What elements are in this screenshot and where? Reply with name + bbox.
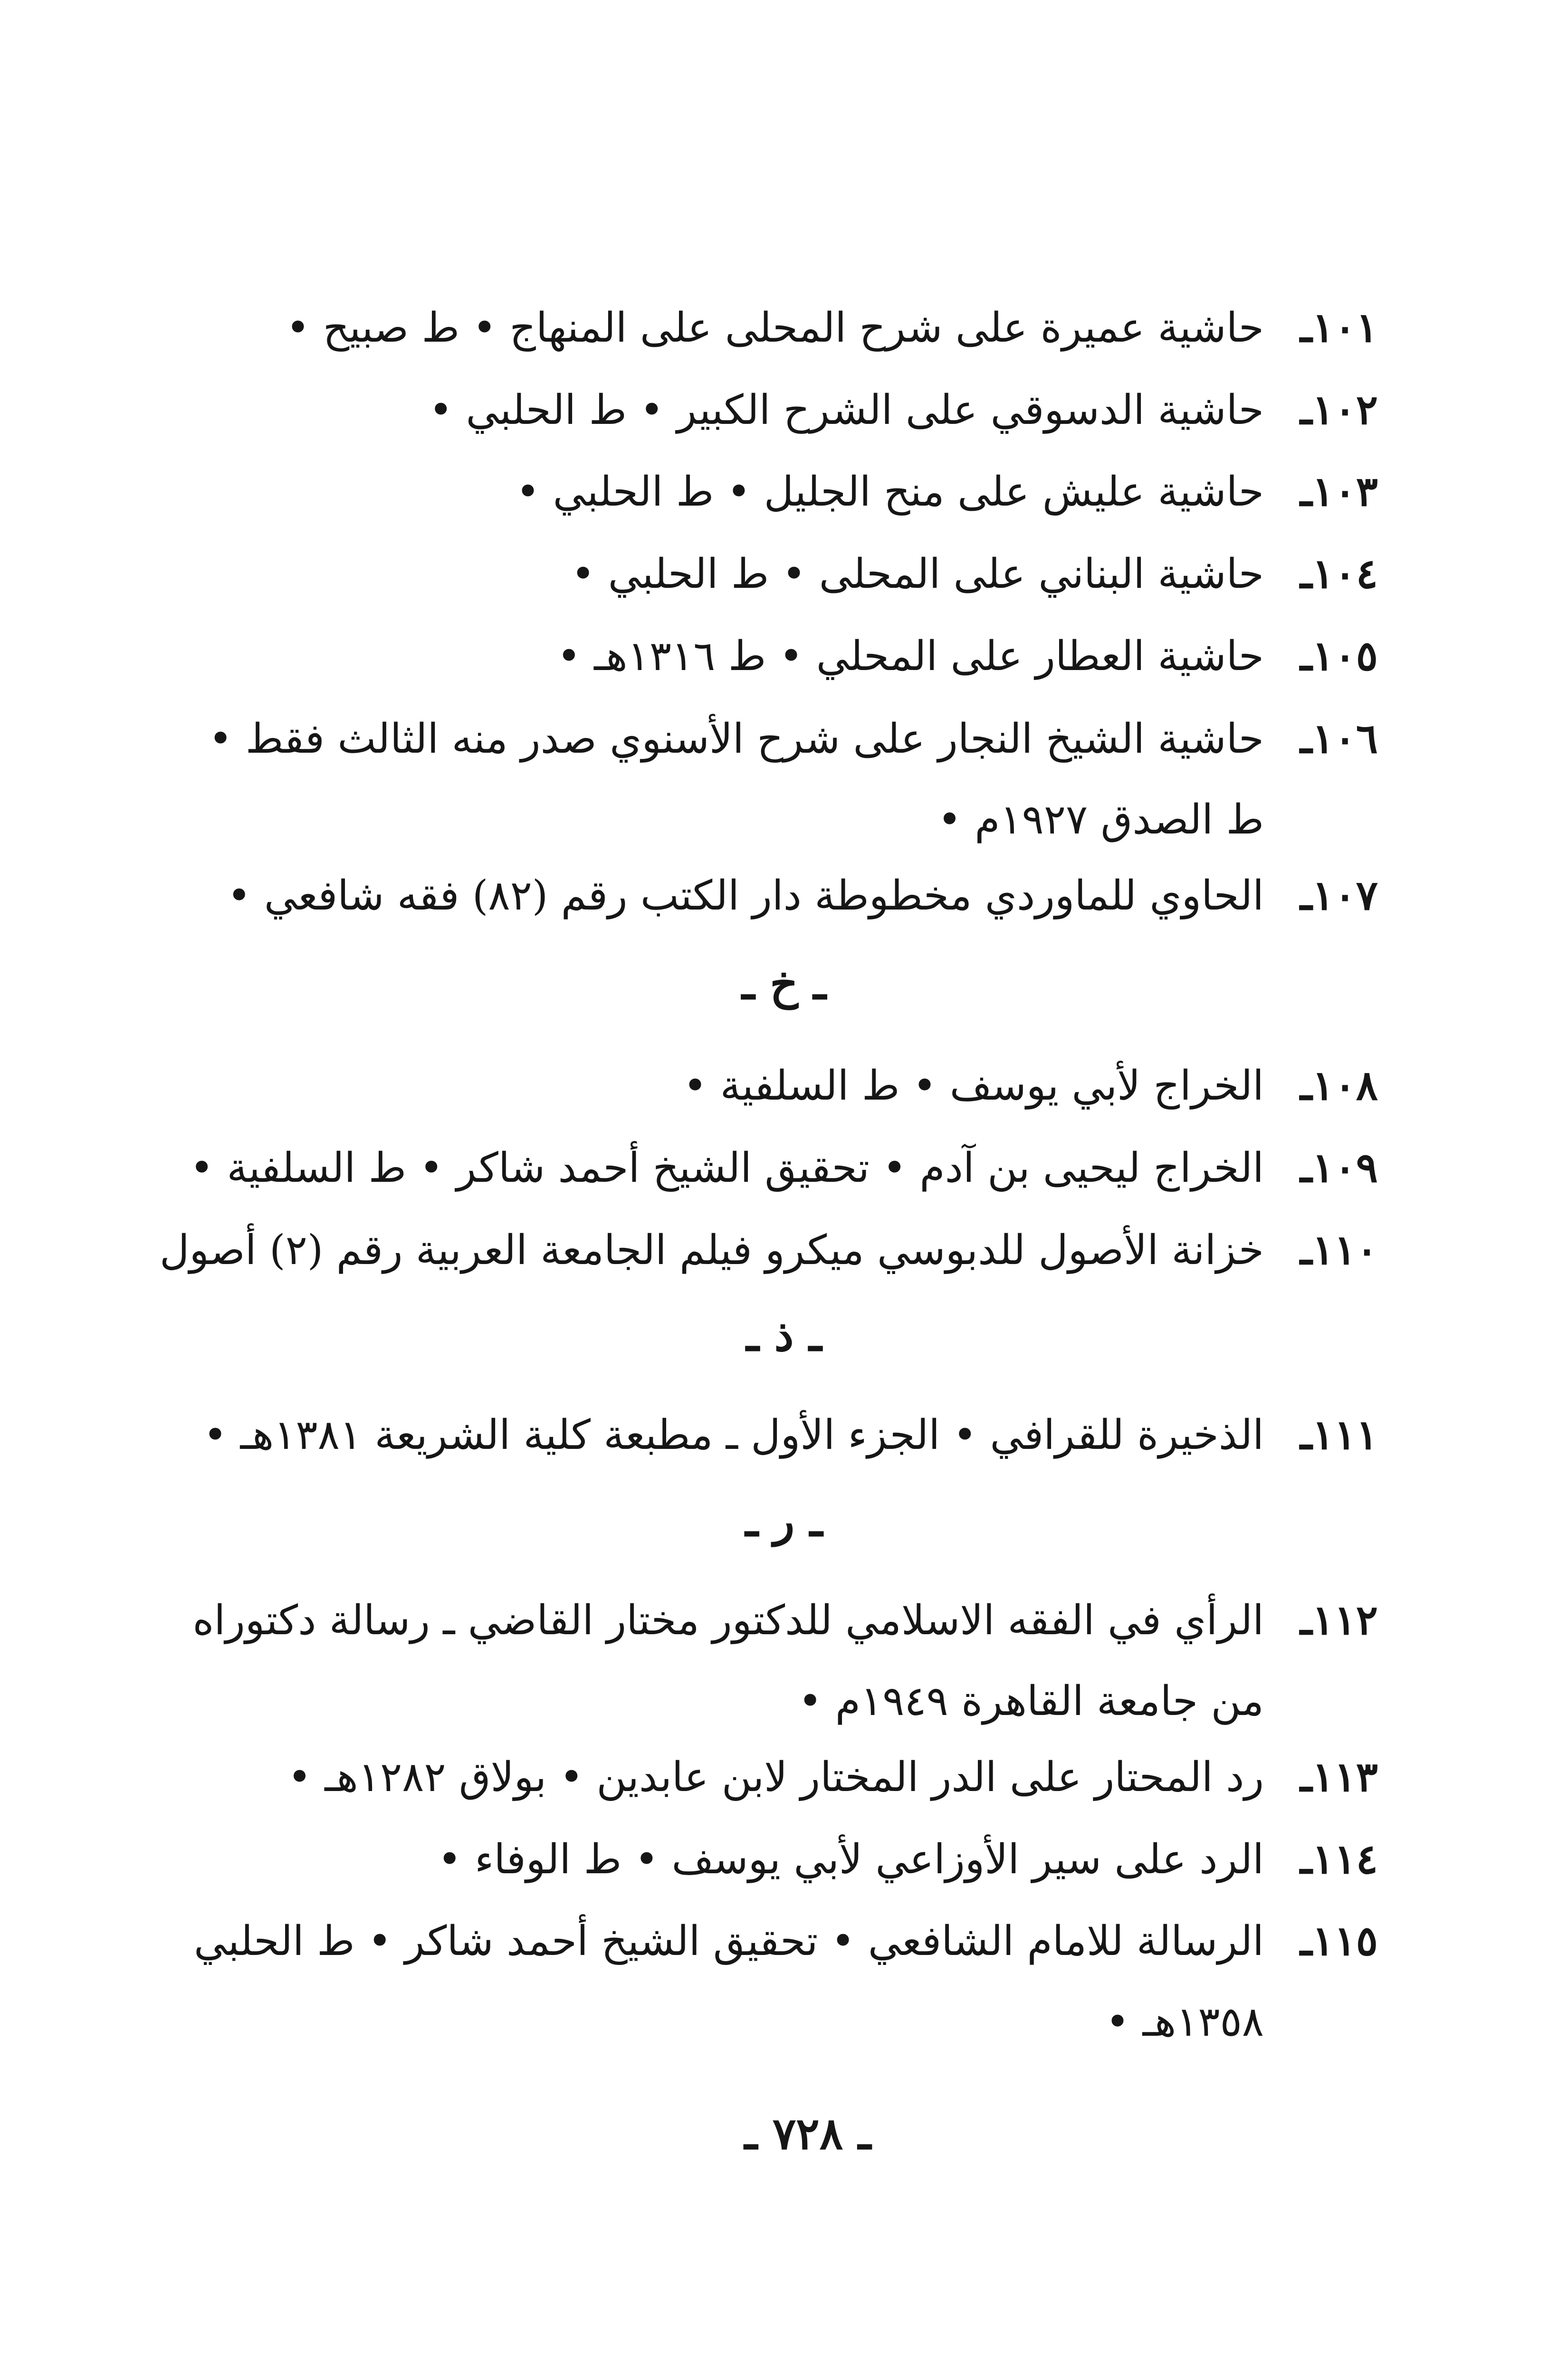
entry-line: الخراج لأبي يوسف • ط السلفية •	[683, 1062, 1264, 1110]
entry-line: حاشية الدسوقي على الشرح الكبير • ط الحلبي •	[429, 386, 1264, 434]
bibliography-entry-115	[194, 1901, 1378, 2062]
bibliography-entry-108	[219, 1045, 1378, 1126]
entry-line: الرسالة للامام الشافعي • تحقيق الشيخ أحمد شاكر • ط الحلبي	[194, 1917, 1264, 1965]
entry-number: ١١٤ـ	[1300, 1835, 1378, 1883]
entry-number: ١١٢ـ	[1300, 1596, 1378, 1644]
entry-text	[209, 699, 1264, 860]
entry-line: من جامعة القاهرة ١٩٤٩م •	[798, 1677, 1264, 1725]
entry-line: الرد على سير الأوزاعي لأبي يوسف • ط الوفاء •	[437, 1836, 1264, 1883]
entry-line: رد المحتار على الدر المختار لابن عابدين • بولاق ١٢٨٢هـ •	[287, 1753, 1264, 1801]
bibliography-entry-101	[219, 287, 1378, 368]
entry-line: حاشية العطار على المحلي • ط ١٣١٦هـ •	[557, 632, 1264, 680]
section-letter: ـ ر ـ	[745, 1495, 823, 1546]
entry-text	[219, 855, 1264, 936]
bibliography-entry-104	[219, 534, 1378, 614]
entry-number: ١١٥ـ	[1300, 1917, 1378, 1965]
entry-number: ١١٣ـ	[1300, 1753, 1378, 1801]
entry-text	[190, 1128, 1264, 1208]
section-letter: ـ خ ـ	[742, 958, 826, 1009]
entry-line: خزانة الأصول للدبوسي ميكرو فيلم الجامعة العربية رقم (٢) أصول	[159, 1226, 1264, 1274]
bibliography-entry-111	[203, 1395, 1378, 1475]
entry-text	[219, 616, 1264, 697]
entry-text	[219, 534, 1264, 614]
entry-line: حاشية الشيخ النجار على شرح الأسنوي صدر منه الثالث فقط •	[208, 715, 1264, 763]
entry-line: حاشية عميرة على شرح المحلى على المنهاج • ط صبيح •	[286, 304, 1264, 352]
entry-text	[192, 1580, 1264, 1742]
entry-number: ١٠٦ـ	[1300, 715, 1378, 763]
entry-number: ١١٠ـ	[1300, 1226, 1378, 1274]
entry-number: ١٠٢ـ	[1300, 386, 1378, 434]
entry-line: حاشية البناني على المحلى • ط الحلبي •	[571, 550, 1264, 598]
entry-line: الذخيرة للقرافي • الجزء الأول ـ مطبعة كلية الشريعة ١٣٨١هـ •	[203, 1411, 1264, 1459]
page-number: ـ ٧٢٨ ـ	[744, 2108, 871, 2159]
entry-number: ١٠٧ـ	[1300, 872, 1378, 920]
entry-text	[219, 1737, 1264, 1818]
section-letter: ـ ذ ـ	[746, 1310, 822, 1361]
entry-line: ١٣٥٨هـ •	[1105, 1998, 1264, 2046]
bibliography-entry-103	[219, 451, 1378, 532]
entry-text	[219, 1819, 1264, 1900]
entry-text	[203, 1395, 1264, 1475]
entry-text	[194, 1901, 1264, 2062]
entry-number: ١٠٤ـ	[1300, 550, 1378, 598]
entry-line: ط الصدق ١٩٢٧م •	[937, 796, 1264, 843]
entry-number: ١٠٩ـ	[1300, 1144, 1378, 1192]
entry-number: ١١١ـ	[1300, 1411, 1378, 1459]
bibliography-entry-114	[219, 1819, 1378, 1900]
bibliography-entry-112	[192, 1580, 1378, 1742]
entry-line: حاشية عليش على منح الجليل • ط الحلبي •	[516, 468, 1264, 516]
entry-number: ١٠٨ـ	[1300, 1062, 1378, 1110]
entry-line: الحاوي للماوردي مخطوطة دار الكتب رقم (٨٢) فقه شافعي •	[227, 872, 1264, 920]
entry-number: ١٠٣ـ	[1300, 468, 1378, 516]
entry-line: الرأي في الفقه الاسلامي للدكتور مختار القاضي ـ رسالة دكتوراه	[192, 1597, 1264, 1644]
entry-text	[219, 287, 1264, 368]
bibliography-entry-110	[159, 1210, 1378, 1291]
bibliography-entry-105	[219, 616, 1378, 697]
entry-text	[219, 451, 1264, 532]
entry-text	[160, 1210, 1264, 1291]
entry-text	[219, 370, 1264, 450]
entry-number: ١٠١ـ	[1300, 304, 1378, 352]
bibliography-entry-113	[219, 1737, 1378, 1818]
bibliography-entry-106	[208, 699, 1378, 860]
bibliography-entry-102	[219, 370, 1378, 450]
entry-line: الخراج ليحيى بن آدم • تحقيق الشيخ أحمد شاكر • ط السلفية •	[190, 1144, 1264, 1192]
bibliography-entry-107	[219, 855, 1378, 936]
bibliography-entry-109	[190, 1128, 1378, 1208]
entry-text	[219, 1045, 1264, 1126]
entry-number: ١٠٥ـ	[1300, 632, 1378, 680]
